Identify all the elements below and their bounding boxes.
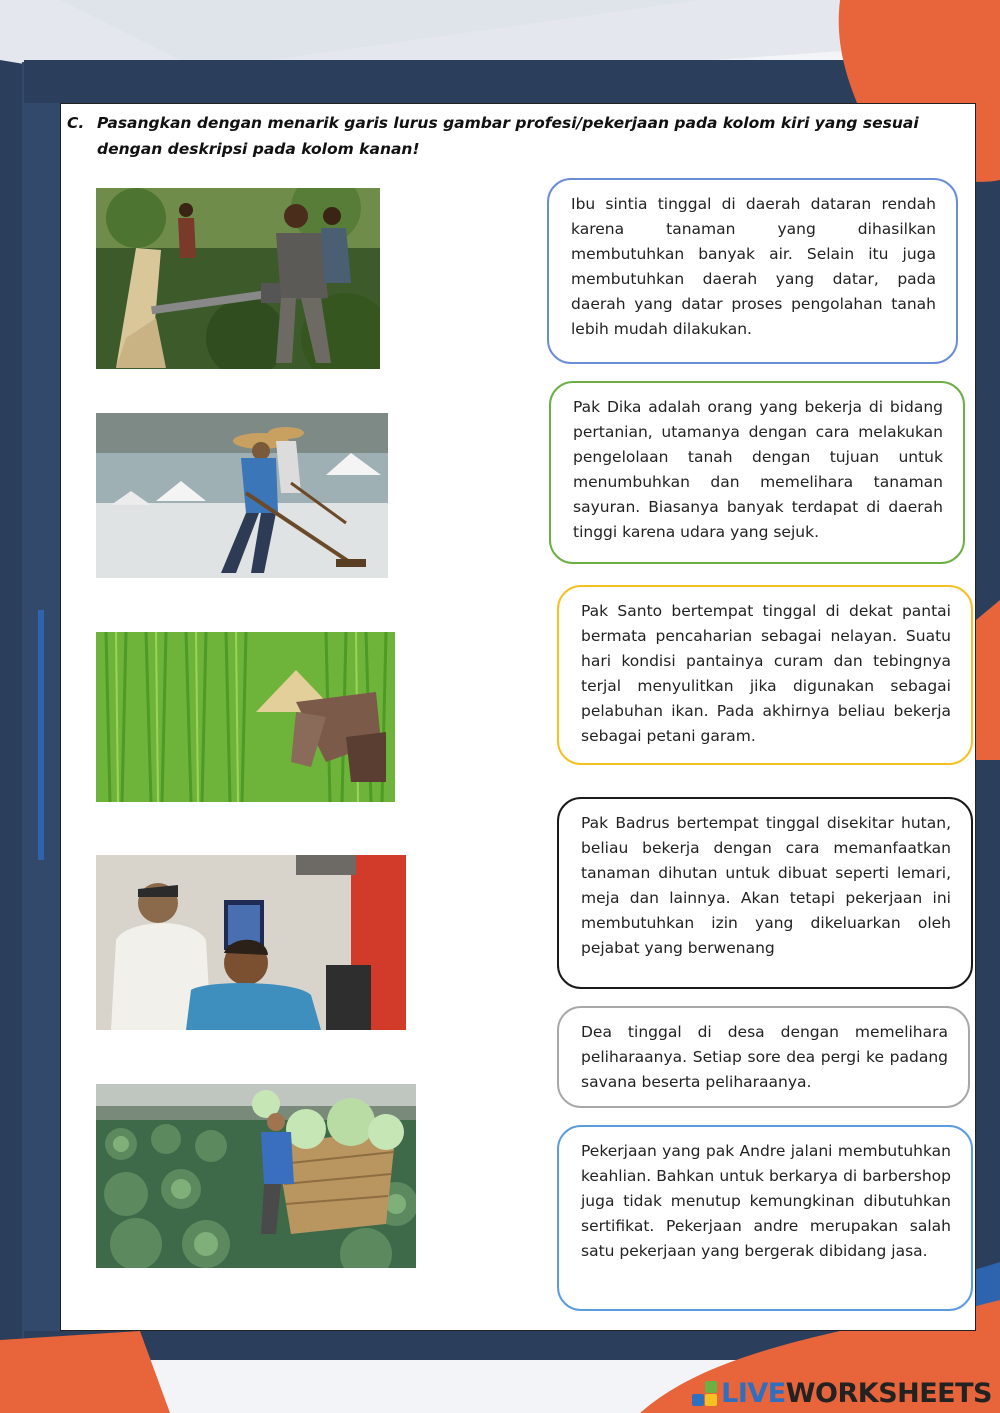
description-text: Dea tinggal di desa dengan memelihara peliharaanya. Setiap sore dea pergi ke padang savana beserta peliharaanya.: [581, 1023, 948, 1091]
instruction-letter: C.: [67, 114, 85, 132]
description-card-3[interactable]: [557, 585, 973, 765]
instruction-text: Pasangkan dengan menarik garis lurus gambar profesi/pekerjaan pada kolom kiri yang sesuai dengan deskripsi pada kolom kanan!: [97, 114, 919, 158]
lumberjack-chainsaw-photo[interactable]: [96, 188, 380, 369]
description-card-5[interactable]: [557, 1006, 970, 1108]
cabbage-farmer-photo[interactable]: [96, 1084, 416, 1268]
description-text: Pak Badrus bertempat tinggal disekitar hutan, beliau bekerja dengan cara memanfaatkan tanaman dihutan untuk dibuat seperti lemari, meja dan lainnya. Akan tetapi pekerjaan ini membutuhkan izin yang dikeluarkan oleh pejabat yang berwenang: [581, 814, 951, 957]
description-text: Pak Santo bertempat tinggal di dekat pantai bermata pencaharian sebagai nelayan. Suatu hari kondisi pantainya curam dan tebingnya terjal menyulitkan jika digunakan sebagai pelabuhan ikan. Pada akhirnya beliau bekerja sebagai petani garam.: [581, 602, 951, 745]
rice-farmer-photo[interactable]: [96, 632, 395, 802]
description-card-1[interactable]: [547, 178, 958, 364]
description-card-6[interactable]: [557, 1125, 973, 1311]
instruction: [67, 110, 967, 162]
barber-photo[interactable]: [96, 855, 406, 1030]
liveworksheets-logo-icon: [692, 1381, 717, 1406]
description-text: Ibu sintia tinggal di daerah dataran rendah karena tanaman yang dihasilkan membutuhkan banyak air. Selain itu juga membutuhkan daerah yang datar, pada daerah yang datar proses pengolahan tanah lebih mudah dilakukan.: [571, 195, 936, 338]
description-text: Pekerjaan yang pak Andre jalani membutuhkan keahlian. Bahkan untuk berkarya di barbershop juga tidak menutup kemungkinan dibutuhkan sertifikat. Pekerjaan andre merupakan salah satu pekerjaan yang bergerak dibidang jasa.: [581, 1142, 951, 1260]
liveworksheets-brand[interactable]: [692, 1378, 992, 1409]
brand-name: LIVEWORKSHEETS: [721, 1378, 992, 1409]
description-card-2[interactable]: [549, 381, 965, 564]
description-text: Pak Dika adalah orang yang bekerja di bidang pertanian, utamanya dengan cara melakukan pengelolaan tanah dengan tujuan untuk menumbuhkan dan memelihara tanaman sayuran. Biasanya banyak terdapat di daerah tinggi karena udara yang sejuk.: [573, 398, 943, 541]
description-card-4[interactable]: [557, 797, 973, 989]
salt-farmer-photo[interactable]: [96, 413, 388, 578]
